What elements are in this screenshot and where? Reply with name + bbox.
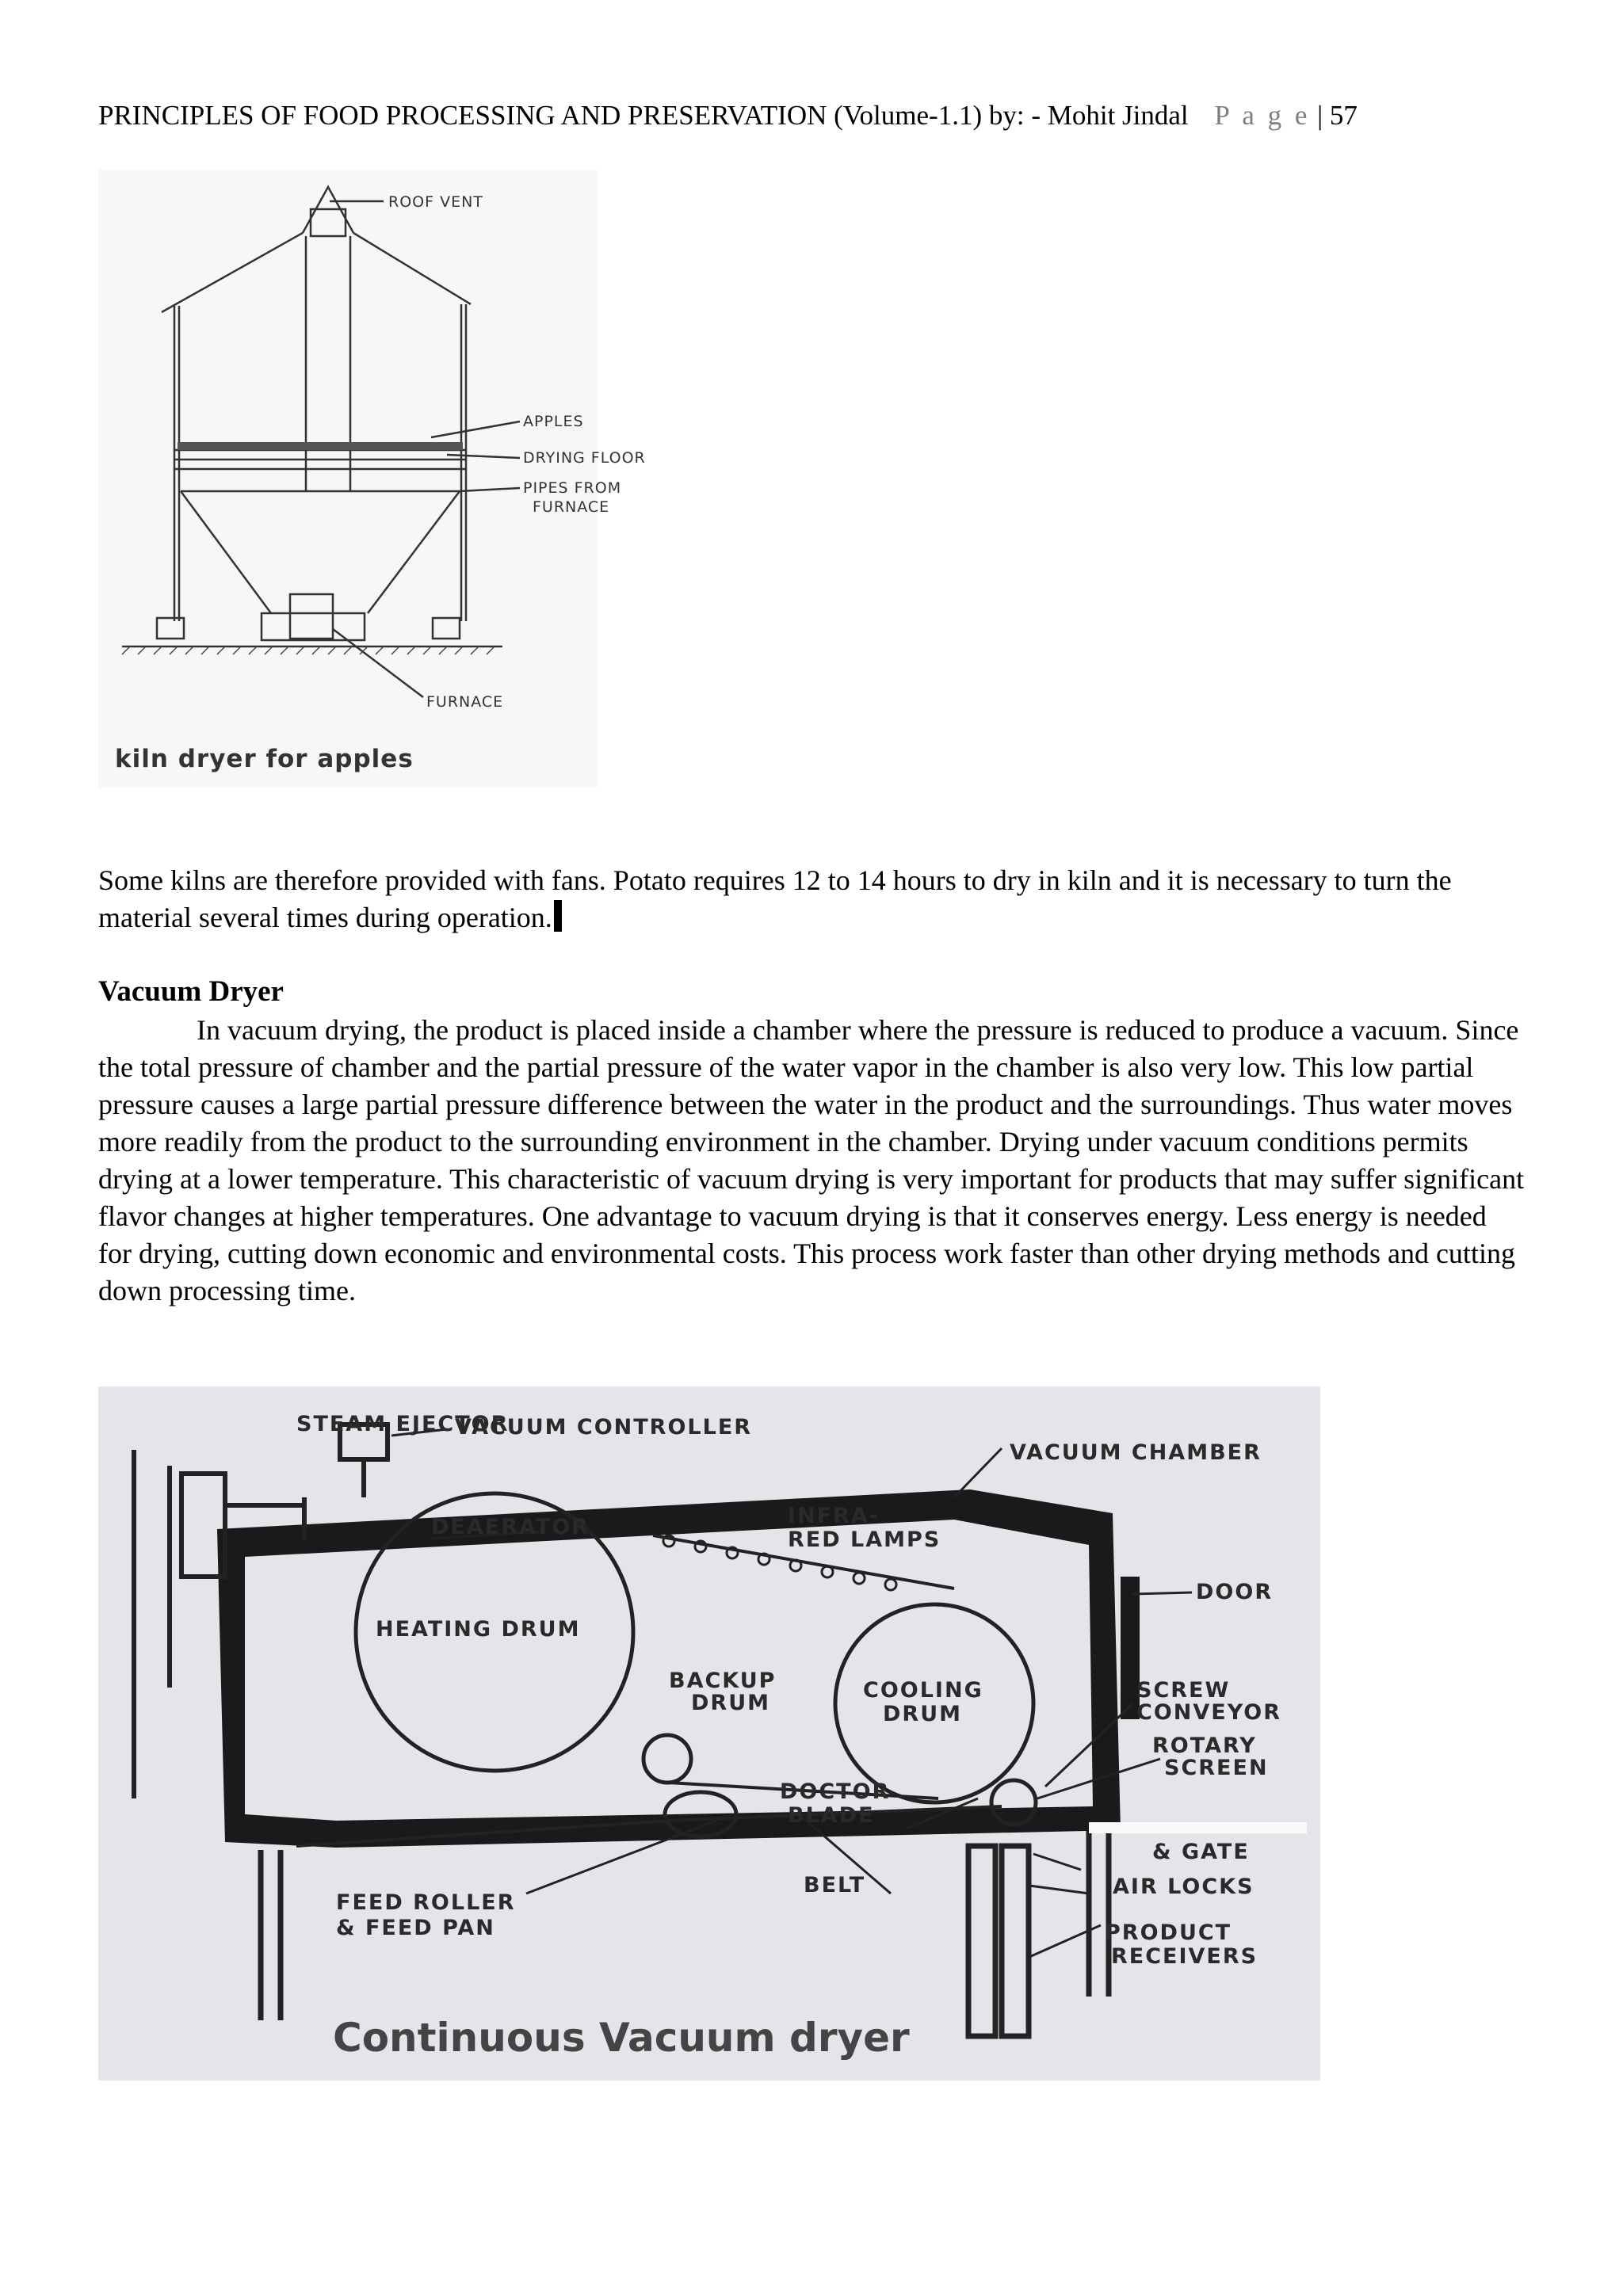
label-doctor: DOCTOR [780, 1779, 891, 1804]
paragraph-kilns-text: Some kilns are therefore provided with fans. Potato requires 12 to 14 hours to dry in kiln and it is necessary to turn the material several times during operation. [98, 864, 1452, 933]
text-cursor-mark [554, 900, 562, 932]
kiln-dryer-caption: kiln dryer for apples [115, 745, 414, 773]
page-word: P a g e [1214, 100, 1311, 131]
label-furnace: FURNACE [426, 693, 504, 711]
label-product: PRODUCT [1105, 1920, 1232, 1945]
label-cooling: COOLING [863, 1678, 983, 1703]
label-backup: BACKUP [669, 1669, 777, 1693]
label-red-lamps: RED LAMPS [788, 1527, 941, 1552]
page-number: | 57 [1317, 100, 1358, 131]
label-heating-drum: HEATING DRUM [376, 1617, 581, 1642]
vacuum-dryer-drawing [98, 1386, 1320, 2081]
label-screen: SCREEN [1164, 1756, 1269, 1780]
label-infra: INFRA- [788, 1504, 880, 1528]
label-screw: SCREW [1136, 1678, 1231, 1703]
label-pipes-furnace: FURNACE [533, 498, 610, 516]
label-deaerator: DEAERATOR [431, 1515, 590, 1539]
label-drying-floor: DRYING FLOOR [523, 449, 646, 467]
vacuum-dryer-figure [98, 1386, 1320, 2081]
label-gate: & GATE [1152, 1840, 1250, 1864]
label-door: DOOR [1196, 1580, 1274, 1604]
label-feed-roller: FEED ROLLER [336, 1890, 516, 1915]
page-header [98, 98, 1541, 133]
label-feed-pan: & FEED PAN [336, 1916, 495, 1940]
paragraph-kilns [98, 862, 1525, 936]
vacuum-dryer-caption: Continuous Vacuum dryer [333, 2015, 910, 2061]
label-steam-ejector: STEAM EJECTOR [296, 1412, 510, 1436]
kiln-dryer-drawing [98, 170, 646, 788]
label-receivers: RECEIVERS [1111, 1944, 1258, 1969]
label-apples: APPLES [523, 413, 584, 430]
label-conveyor: CONVEYOR [1136, 1700, 1282, 1725]
header-title: PRINCIPLES OF FOOD PROCESSING AND PRESERVATION (Volume-1.1) by: - Mohit Jindal [98, 100, 1189, 131]
label-vacuum-controller: VACUUM CONTROLLER [455, 1415, 753, 1440]
label-blade: BLADE [788, 1803, 875, 1828]
label-cooling-drum: DRUM [883, 1702, 962, 1726]
section-title-vacuum-dryer: Vacuum Dryer [98, 975, 284, 1008]
label-pipes-from: PIPES FROM [523, 479, 622, 497]
label-roof-vent: ROOF VENT [388, 193, 483, 211]
label-belt: BELT [804, 1873, 866, 1897]
label-rotary: ROTARY [1152, 1733, 1257, 1758]
label-backup-drum: DRUM [691, 1691, 770, 1715]
kiln-dryer-figure [98, 170, 646, 788]
paragraph-vacuum-drying: In vacuum drying, the product is placed inside a chamber where the pressure is reduced to produce a vacuum. Since the total pressure of chamber and the partial pressure of the water vapor in the chamber is also very low. This low partial pressure causes a large partial pressure difference between the water in the product and the surroundings. Thus water moves more readily from the product to the surrounding environment in the chamber. Drying under vacuum conditions permits drying at a lower temperature. This characteristic of vacuum drying is very important for products that may suffer significant flavor changes at higher temperatures. One advantage to vacuum drying is that it conserves energy. Less energy is needed for drying, cutting down economic and environmental costs. This process work faster than other drying methods and cutting down processing time. [98, 1014, 1525, 1306]
label-air-locks: AIR LOCKS [1113, 1875, 1254, 1899]
label-vacuum-chamber: VACUUM CHAMBER [1010, 1440, 1262, 1465]
